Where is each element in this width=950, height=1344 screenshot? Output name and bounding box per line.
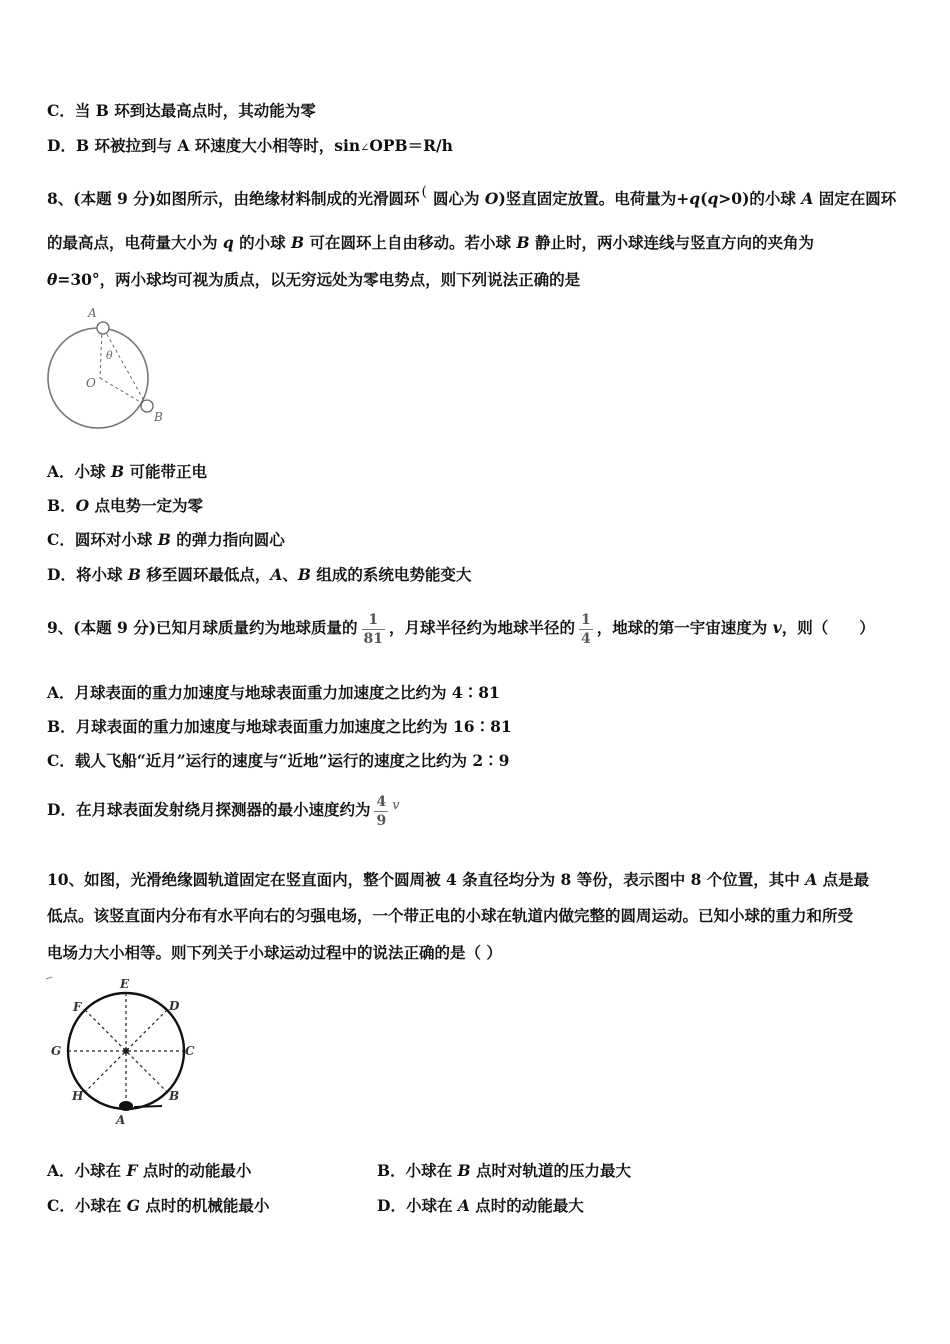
q7-option-d-post: OPB＝R/h [369,136,453,155]
q9-option-b: B．月球表面的重力加速度与地球表面重力加速度之比约为 16∶81 [47,717,512,736]
q10-stem-line1: 10、如图，光滑绝缘圆轨道固定在竖直面内，整个圆周被 4 条直径均分为 8 等份，表示图中 8 个位置，其中 A 点是最 [47,870,870,889]
q8-option-b: B．O 点电势一定为零 [47,496,204,515]
q8-label-a: A [88,306,97,320]
q10-option-d: D．小球在 A 点时的动能最大 [377,1196,584,1215]
q10-label-c: C [185,1044,195,1058]
q10-ball [119,1101,133,1111]
q8-paren: ( [421,184,428,200]
q8-figure [44,303,169,443]
q9-stem: 9、(本题 9 分)已知月球质量约为地球质量的 $\frac{1}{81}$ ，月球半径约为地球半径的 $\frac{1}{4}$ ，地球的第一宇宙速度为 v，则（ ） [47,611,875,647]
q10-label-d: D [169,999,180,1013]
q8-label-b: B [154,410,163,424]
q9-option-a: A．月球表面的重力加速度与地球表面重力加速度之比约为 4∶81 [47,683,500,702]
q8-ring [48,328,148,428]
q8-option-c: C．圆环对小球 B 的弹力指向圆心 [47,530,285,549]
q9-fraction-4-9: $\frac{4}{9}$ [376,793,387,829]
q8-vertical-dashed [100,329,102,378]
q10-corner-mark [46,977,52,979]
q8-stem-line2: 的最高点，电荷量大小为 q 的小球 B 可在圆环上自由移动。若小球 B 静止时，两小球连线与竖直方向的夹角为 [47,233,814,252]
q8-option-a: A．小球 B 可能带正电 [47,462,207,481]
q10-label-e: E [120,977,130,991]
q8-line-ab [104,329,147,406]
q8-stem-line3: θ=30°，两小球均可视为质点，以无穷远处为零电势点，则下列说法正确的是 [47,270,581,289]
q10-label-b: B [169,1089,180,1103]
q8-ball-b [141,400,153,412]
q10-label-a: A [116,1113,126,1127]
q7-option-d [47,136,453,158]
q10-stem-line2: 低点。该竖直面内分布有水平向右的匀强电场，一个带正电的小球在轨道内做完整的圆周运动。已知小球的重力和所受 [47,906,854,925]
q8-option-d: D．将小球 B 移至圆环最低点，A、B 组成的系统电势能变大 [47,565,472,584]
q9-fraction-1-4: $\frac{1}{4}$ [581,611,591,647]
q7-option-c: C．当 B 环到达最高点时，其动能为零 [47,101,316,120]
q7-angle-symbol: ∠ [360,141,370,154]
q8-label-o: O [86,376,96,390]
q9-option-d: D．在月球表面发射绕月探测器的最小速度约为 $\frac{4}{9}$ $^v$ [47,793,400,829]
q10-motion-arrow [134,1106,162,1107]
q9-option-c: C．载人飞船“近月”运行的速度与“近地”运行的速度之比约为 2∶9 [47,751,510,770]
q10-option-b: B．小球在 B 点时对轨道的压力最大 [377,1161,632,1180]
q10-label-h: H [72,1089,84,1103]
q9-v-symbol: v [392,798,400,813]
q10-option-a: A．小球在 F 点时的动能最小 [47,1161,252,1180]
q10-stem-line3: 电场力大小相等。则下列关于小球运动过程中的说法正确的是（ ） [47,943,502,962]
q7-option-d-pre: D．B 环被拉到与 A 环速度大小相等时，sin [47,136,361,155]
q8-label-theta: θ [106,349,113,362]
q10-figure [44,975,209,1130]
q10-center-dot [123,1048,129,1054]
q10-label-f: F [73,1000,82,1014]
q10-option-c: C．小球在 G 点时的机械能最小 [47,1196,270,1215]
q8-stem-line1: 8、(本题 9 分)如图所示，由绝缘材料制成的光滑圆环 ( 圆心为 O)竖直固定放置。电荷量为+q(q>0)的小球 A 固定在圆环 [47,184,897,208]
q9-fraction-1-81: $\frac{1}{81}$ [363,611,384,647]
q10-label-g: G [51,1044,62,1058]
q8-ball-a [97,322,109,334]
q8-line-ob [100,378,147,406]
